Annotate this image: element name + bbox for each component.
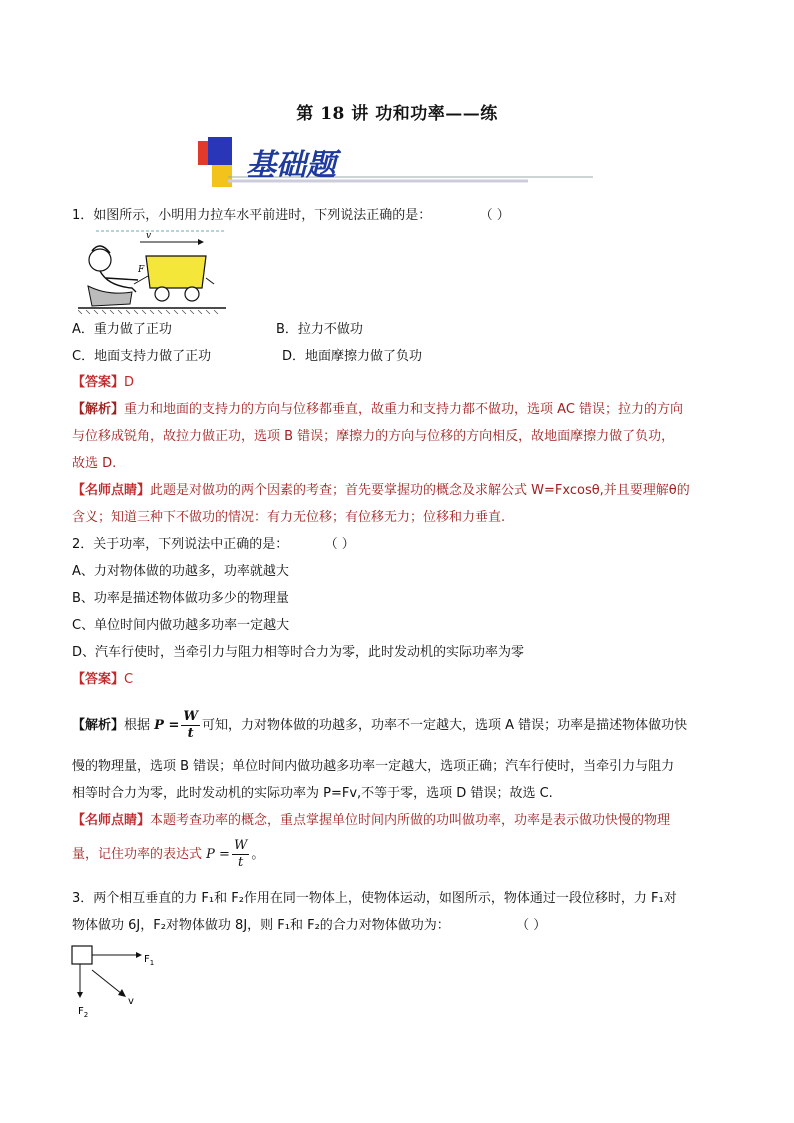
q1-stem: 1．如图所示，小明用力拉车水平前进时，下列说法正确的是： (72, 208, 432, 223)
q1-answer-paren: （ ） (479, 208, 510, 223)
cart-handle (206, 278, 214, 284)
force-f2-arrowhead (77, 992, 83, 998)
q1-answer-value: D (124, 375, 135, 390)
section-banner (198, 131, 598, 193)
q2-formula-denominator: t (187, 726, 194, 741)
q3-stem-line2 (72, 917, 546, 935)
object-block (72, 946, 92, 964)
q2-comment-formula-fraction (232, 838, 249, 871)
q2-comment-line2 (72, 838, 264, 872)
q2-formula-lhs: P = (154, 718, 180, 733)
q1-comment-text-1: 此题是对做功的两个因素的考查；首先要掌握功的概念及求解公式 W=Fxcosθ,并且要理解θ的 (150, 483, 690, 498)
q1-analysis-line2: 与位移成锐角，故拉力做正功，选项 B 错误；摩擦力的方向与位移的方向相反，故地面摩擦力做了负功， (72, 429, 675, 444)
velocity-arrow (92, 970, 122, 994)
q2-analysis-pre: 根据 (124, 718, 151, 733)
q1-analysis-line1 (72, 401, 683, 419)
cart-wheel-right (185, 287, 199, 301)
velocity-label: v (128, 996, 134, 1007)
q2-option-b: B、功率是描述物体做功多少的物理量 (72, 591, 289, 606)
q2-comment-formula-lhs: P = (206, 847, 230, 862)
q2-answer (72, 671, 133, 689)
q2-comment-text-2: 量，记住功率的表达式 (72, 847, 203, 862)
fig-velocity-arrowhead (198, 239, 204, 245)
q1-analysis-label: 【解析】 (72, 402, 125, 417)
q1-analysis-line3: 故选 D. (72, 456, 117, 471)
q2-answer-label: 【答案】 (72, 672, 125, 687)
banner-blue-block (208, 137, 232, 165)
q2-comment-label: 【名师点睛】 (72, 813, 151, 828)
page-title: 第 18 讲 功和功率——练 (296, 104, 498, 124)
q1-analysis-text-1: 重力和地面的支持力的方向与位移都垂直，故重力和支持力都不做功，选项 AC 错误；拉力的方向 (124, 402, 684, 417)
q2-comment-text-1: 本题考查功率的概念，重点掌握单位时间内所做的功叫做功率，功率是表示做功快慢的物理 (150, 813, 671, 828)
q2-option-a: A、力对物体做的功越多，功率就越大 (72, 564, 289, 579)
cart-wheel-left (155, 287, 169, 301)
q2-comment-formula-numerator: W (233, 838, 248, 853)
banner-yellow-block (212, 165, 232, 187)
q1-comment-line2: 含义；知道三种下不做功的情况：有力无位移；有位移无力；位移和力垂直. (72, 510, 506, 525)
q2-comment-line1 (72, 812, 670, 830)
person-head (89, 249, 111, 271)
q1-comment-label: 【名师点睛】 (72, 483, 151, 498)
fig-v-label: v (146, 231, 152, 241)
q1-options-row2 (72, 348, 423, 366)
q1-option-b: B．拉力不做功 (276, 322, 363, 337)
q2-option-c: C、单位时间内做功越多功率一定越大 (72, 618, 290, 633)
q3-stem-text-2: 物体做功 6J，F₂对物体做功 8J，则 F₁和 F₂的合力对物体做功为： (72, 918, 450, 933)
q3-answer-paren: （ ） (516, 918, 547, 933)
q1-answer (72, 374, 134, 392)
fig-F-label: F (138, 265, 145, 275)
q2-stem: 2．关于功率，下列说法中正确的是： (72, 537, 289, 552)
q2-comment-formula-denominator: t (238, 855, 244, 870)
q2-analysis-line2: 慢的物理量，选项 B 错误；单位时间内做功越多功率一定越大，选项正确；汽车行使时，当牵引力与阻力 (72, 759, 675, 774)
q2-formula-numerator: W (183, 709, 198, 724)
q1-figure-cart (78, 226, 228, 316)
cart-body (146, 256, 206, 288)
force-f1-label: $F_1$ (144, 954, 155, 967)
q2-analysis-line3: 相等时合力为零，此时发动机的实际功率为 P=Fv,不等于零，选项 D 错误；故选 C. (72, 786, 553, 801)
q3-stem-line1: 3．两个相互垂直的力 F₁和 F₂作用在同一物体上，使物体运动，如图所示，物体通过一段位移时，力 F₁对 (72, 891, 677, 906)
q2-formula-fraction (181, 709, 200, 742)
q2-answer-paren: （ ） (324, 537, 355, 552)
q2-comment-period: 。 (251, 847, 265, 862)
q3-force-diagram (70, 944, 190, 1024)
ground-hatch (78, 310, 218, 314)
q2-analysis-line1 (72, 709, 687, 743)
velocity-arrowhead (118, 989, 126, 997)
q1-comment-line1 (72, 482, 690, 500)
q2-analysis-text-1: 可知，力对物体做的功越多，功率不一定越大，选项 A 错误；功率是描述物体做功快 (201, 718, 688, 733)
q2-analysis-label: 【解析】 (72, 718, 125, 733)
q1-option-d: D．地面摩擦力做了负功 (282, 349, 423, 364)
q2-option-d: D、汽车行使时，当牵引力与阻力相等时合力为零，此时发动机的实际功率为零 (72, 645, 525, 660)
q2-answer-value: C (124, 672, 134, 687)
q1-option-a: A．重力做了正功 (72, 322, 172, 337)
person-body (100, 271, 138, 292)
q1-option-c: C．地面支持力做了正功 (72, 349, 212, 364)
q1-answer-label: 【答案】 (72, 375, 125, 390)
q2-stem-line (72, 536, 355, 554)
force-f1-arrowhead (136, 952, 142, 958)
person-legs (88, 286, 132, 306)
q1-options-row1 (72, 321, 363, 339)
force-f2-label: $F_2$ (78, 1006, 89, 1019)
banner-text: 基础题 (246, 148, 336, 183)
q1-stem-line (72, 207, 510, 225)
